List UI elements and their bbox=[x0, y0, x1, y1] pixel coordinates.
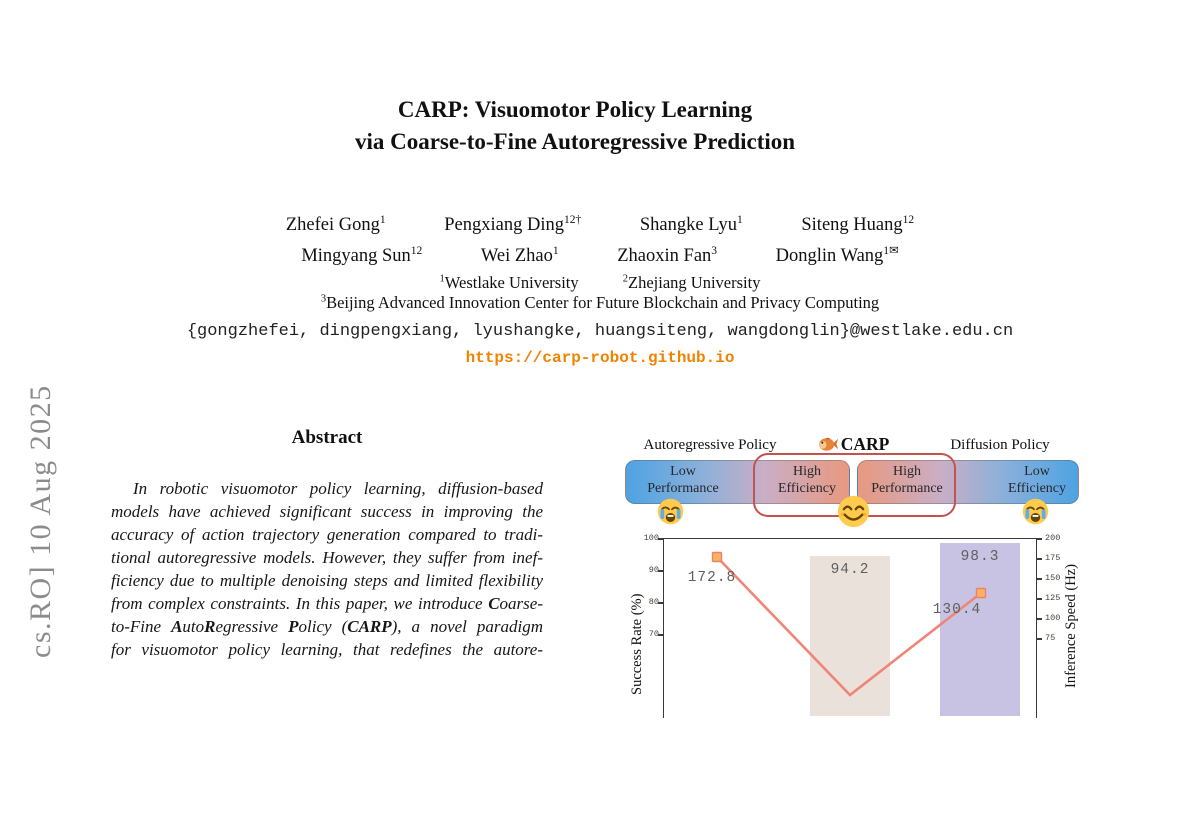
right-axis-tick: 100 bbox=[1045, 613, 1061, 623]
author-name: Shangke Lyu$^1$ bbox=[639, 214, 743, 236]
figure-label-diffusion: Diffusion Policy bbox=[950, 437, 1050, 453]
abstract-line: from complex constraints. In this paper, we introduce Coarse- bbox=[111, 594, 543, 613]
spectrum-label-low-performance: Low Performance bbox=[647, 464, 719, 496]
abstract-line: ficiency due to multiple denoising steps and limited flexibility bbox=[111, 571, 543, 590]
abstract-line: tional autoregressive models. However, they suffer from inef- bbox=[111, 548, 543, 567]
value-label-diffusion-success: 94.2 bbox=[830, 562, 870, 578]
abstract-line: to-Fine AutoRegressive Policy (CARP), a novel paradigm bbox=[111, 617, 544, 636]
author-name: Mingyang Sun$^{12}$ bbox=[301, 245, 423, 267]
abstract-line: accuracy of action trajectory generation compared to tradi- bbox=[111, 525, 543, 544]
left-axis-tick: 100 bbox=[643, 533, 659, 543]
paper-title bbox=[0, 94, 1150, 158]
project-url-row bbox=[0, 349, 1200, 367]
figure-label-carp: CARP bbox=[788, 434, 918, 457]
left-axis-tick: 70 bbox=[648, 629, 659, 639]
author-name: Siteng Huang$^{12}$ bbox=[801, 214, 915, 236]
author-name: Pengxiang Ding$^{12\dagger}$ bbox=[444, 214, 582, 236]
abstract-heading: Abstract bbox=[291, 427, 363, 448]
spectrum-label-high-performance: High Performance bbox=[871, 464, 943, 496]
right-axis-tick: 75 bbox=[1045, 633, 1056, 643]
spectrum-label-low-efficiency: Low Efficiency bbox=[1007, 464, 1067, 496]
figure-label-autoregressive: Autoregressive Policy bbox=[643, 437, 777, 453]
left-axis-tick: 80 bbox=[648, 597, 659, 607]
abstract-line: for visuomotor policy learning, that redefines the autore- bbox=[111, 640, 543, 659]
left-axis-title: Success Rate (%) bbox=[629, 593, 645, 695]
right-axis-tick: 175 bbox=[1045, 553, 1061, 563]
project-url-link[interactable]: https://carp-robot.github.io bbox=[465, 349, 735, 367]
affiliation: $^1$Westlake University bbox=[439, 273, 579, 292]
title-line-2: via Coarse-to-Fine Autoregressive Prediction bbox=[354, 129, 796, 154]
spectrum-label-high-efficiency: High Efficiency bbox=[777, 464, 837, 496]
affiliation: $^2$Zhejiang University bbox=[622, 273, 761, 292]
value-label-carp-speed: 130.4 bbox=[932, 602, 982, 618]
left-axis-tick: 90 bbox=[648, 565, 659, 575]
authors-row-2 bbox=[0, 243, 1200, 267]
abstract-line: models have achieved significant success in improving the bbox=[111, 502, 543, 521]
title-line-1: CARP: Visuomotor Policy Learning bbox=[397, 97, 753, 122]
right-axis-tick: 200 bbox=[1045, 533, 1061, 543]
author-name: Zhefei Gong$^1$ bbox=[285, 214, 386, 236]
value-label-carp-success: 98.3 bbox=[960, 549, 1000, 565]
abstract-line: In robotic visuomotor policy learning, diffusion-based bbox=[133, 479, 543, 498]
arxiv-sidebar-label: cs.RO] 10 Aug 2025 bbox=[24, 384, 57, 658]
teaser-figure bbox=[622, 432, 1100, 832]
author-name: Donglin Wang$^{1✉}$ bbox=[775, 245, 899, 267]
affiliations-row-2 bbox=[0, 293, 1200, 313]
abstract-text bbox=[111, 477, 543, 661]
affiliation: $^3$Beijing Advanced Innovation Center for Future Blockchain and Privacy Computing bbox=[320, 293, 880, 312]
value-label-ar-speed: 172.8 bbox=[687, 570, 737, 586]
author-name: Zhaoxin Fan$^3$ bbox=[617, 245, 718, 267]
right-axis-tick: 125 bbox=[1045, 593, 1061, 603]
right-axis-tick: 150 bbox=[1045, 573, 1061, 583]
affiliations-row-1 bbox=[0, 273, 1200, 293]
authors-row-1 bbox=[0, 214, 1200, 236]
author-emails: {gongzhefei, dingpengxiang, lyushangke, huangsiteng, wangdonglin}@westlake.edu.cn bbox=[186, 322, 1014, 341]
author-name: Wei Zhao$^1$ bbox=[480, 245, 559, 267]
right-axis-title: Inference Speed (Hz) bbox=[1063, 564, 1079, 688]
